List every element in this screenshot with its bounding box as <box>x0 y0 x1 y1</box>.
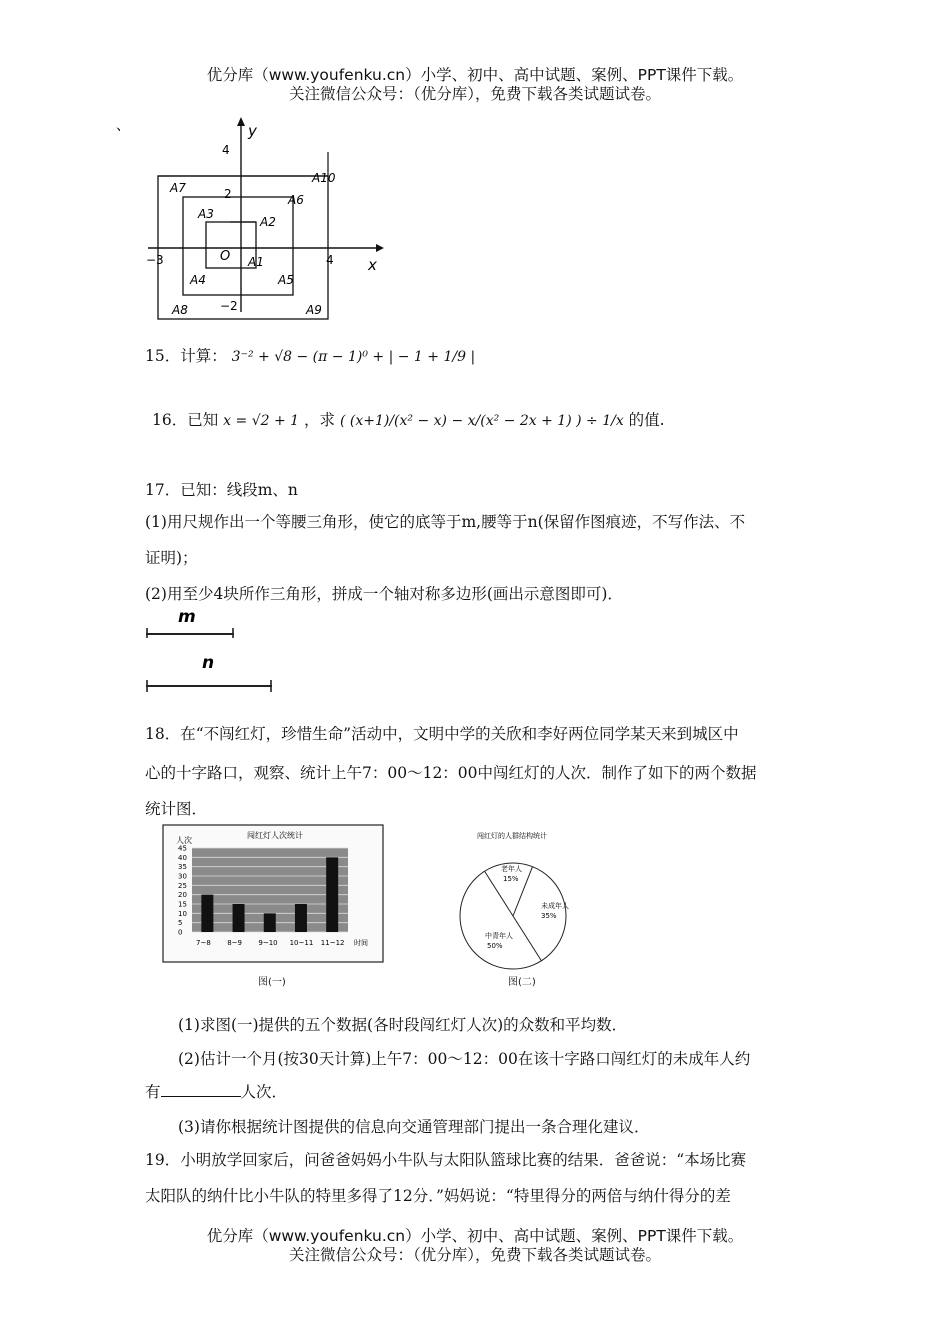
origin-label: O <box>220 249 231 264</box>
q15-prefix: 15．计算： <box>145 347 227 365</box>
bar-11~12 <box>326 857 338 932</box>
footer-line-1: 优分库（www.youfenku.cn）小学、初中、高中试题、案例、PPT课件下载。 <box>206 1227 744 1245</box>
pie-pct-elderly: 15% <box>503 875 519 883</box>
question-16 <box>152 408 665 430</box>
pie-chart-title: 闯红灯的人群结构统计 <box>477 832 547 840</box>
page-header <box>0 66 950 104</box>
q16-suffix: 的值. <box>628 411 665 429</box>
pie-chart-caption: 图(二) <box>508 977 536 988</box>
segments-figure <box>140 604 280 696</box>
bar-chart-caption: 图(一) <box>258 977 286 988</box>
footer-line-2: 关注微信公众号：（优分库），免费下载各类试题试卷。 <box>288 1246 661 1264</box>
q15-formula: 3⁻² + √8 − (π − 1)⁰ + | − 1 + 1/9 | <box>231 349 476 365</box>
header-line-2: 关注微信公众号：（优分库），免费下载各类试题试卷。 <box>288 85 661 103</box>
q18-sub-2b <box>145 1080 287 1102</box>
q17-line-4: (2)用至少4块所作三角形，拼成一个轴对称多边形(画出示意图即可)． <box>145 585 623 603</box>
pie-label-elderly: 老年人 <box>501 865 522 873</box>
q17-line-2: (1)用尺规作出一个等腰三角形，使它的底等于m,腰等于n(保留作图痕迹，不写作法、不 <box>145 513 746 531</box>
point-a6: A6 <box>288 193 304 207</box>
tick-minus-2: −2 <box>220 299 238 313</box>
q19-line-1: 19．小明放学回家后，问爸爸妈妈小牛队与太阳队篮球比赛的结果．爸爸说：“本场比赛 <box>145 1151 747 1169</box>
q18-line-2: 心的十字路口，观察、统计上午7：00～12：00中闯红灯的人次．制作了如下的两个数据 <box>145 764 757 782</box>
bar-xtick-label: 10~11 <box>289 939 314 947</box>
bar-xtick-label: 7~8 <box>196 939 211 947</box>
point-a8: A8 <box>172 303 188 317</box>
q18-sub-3: (3)请你根据统计图提供的信息向交通管理部门提出一条合理化建议． <box>178 1118 650 1136</box>
pie-pct-adult: 50% <box>487 942 503 950</box>
point-a2: A2 <box>260 215 276 229</box>
bar-ytick-label: 20 <box>178 891 187 900</box>
tick-minus-3: −3 <box>146 253 164 267</box>
answer-blank[interactable] <box>161 1082 241 1097</box>
bar-ytick-label: 40 <box>178 853 187 862</box>
q16-given: x = √2 + 1 <box>223 413 300 429</box>
pie-label-minor: 未成年人 <box>541 902 569 910</box>
bar-ytick-label: 45 <box>178 844 187 853</box>
bar-ytick-label: 10 <box>178 909 187 918</box>
bar-chart-ylabel: 人次 <box>176 836 192 845</box>
bar-10~11 <box>295 904 307 932</box>
point-a4: A4 <box>190 273 206 287</box>
point-a1: A1 <box>248 255 264 269</box>
segment-n-label: n <box>202 653 215 673</box>
pie-pct-minor: 35% <box>541 912 557 920</box>
q18-sub-2: (2)估计一个月(按30天计算)上午7：00～12：00在该十字路口闯红灯的未成年人约 <box>178 1050 751 1068</box>
q18-sub-1: (1)求图(一)提供的五个数据(各时段闯红灯人次)的众数和平均数． <box>178 1016 628 1034</box>
x-axis-label: x <box>368 256 377 274</box>
coordinate-figure <box>110 112 390 322</box>
bar-xtick-label: 8~9 <box>227 939 242 947</box>
pie-slice-boundary-2 <box>513 916 541 961</box>
bar-chart <box>162 824 384 964</box>
tick-4-x: 4 <box>326 253 334 267</box>
bar-7~8 <box>201 895 213 932</box>
bar-ytick-label: 0 <box>178 928 183 937</box>
point-a10: A10 <box>312 171 336 185</box>
page-footer <box>0 1227 950 1265</box>
bar-ytick-label: 35 <box>178 863 187 872</box>
y-axis-label: y <box>248 122 257 140</box>
tick-4-y: 4 <box>222 143 230 157</box>
q16-expr: ( (x+1)/(x² − x) − x/(x² − 2x + 1) ) ÷ 1/x <box>339 413 624 429</box>
figure-tick: 、 <box>116 118 130 134</box>
point-a9: A9 <box>306 303 322 317</box>
bar-chart-xlabel: 时间 <box>354 939 368 947</box>
q18-line-3: 统计图． <box>145 800 208 818</box>
question-15 <box>145 344 475 366</box>
point-a3: A3 <box>198 207 214 221</box>
q19-line-2: 太阳队的纳什比小牛队的特里多得了12分．”妈妈说：“特里得分的两倍与纳什得分的差 <box>145 1187 731 1205</box>
q17-line-1: 17．已知：线段m、n <box>145 481 298 499</box>
q17-line-3: 证明)； <box>145 549 198 567</box>
q18-sub-2b-pre: 有 <box>145 1083 161 1101</box>
bar-xtick-label: 9~10 <box>258 939 278 947</box>
bar-ytick-label: 25 <box>178 881 187 890</box>
bar-xtick-label: 11~12 <box>320 939 345 947</box>
tick-2: 2 <box>224 187 232 201</box>
q16-mid: ，求 <box>304 411 336 429</box>
bar-chart-title: 闯红灯人次统计 <box>247 831 303 840</box>
bar-ytick-label: 15 <box>178 900 187 909</box>
segment-m-label: m <box>178 607 196 627</box>
pie-chart <box>455 826 585 976</box>
bar-ytick-label: 5 <box>178 919 183 928</box>
pie-label-adult: 中青年人 <box>485 932 513 940</box>
bar-9~10 <box>264 913 276 932</box>
q16-prefix: 16．已知 <box>152 411 219 429</box>
q18-sub-2b-post: 人次． <box>240 1083 288 1101</box>
point-a5: A5 <box>278 273 294 287</box>
point-a7: A7 <box>170 181 186 195</box>
q18-line-1: 18．在“不闯红灯，珍惜生命”活动中，文明中学的关欣和李好两位同学某天来到城区中 <box>145 725 739 743</box>
bar-ytick-label: 30 <box>178 872 187 881</box>
header-line-1: 优分库（www.youfenku.cn）小学、初中、高中试题、案例、PPT课件下载。 <box>206 66 744 84</box>
bar-8~9 <box>233 904 245 932</box>
